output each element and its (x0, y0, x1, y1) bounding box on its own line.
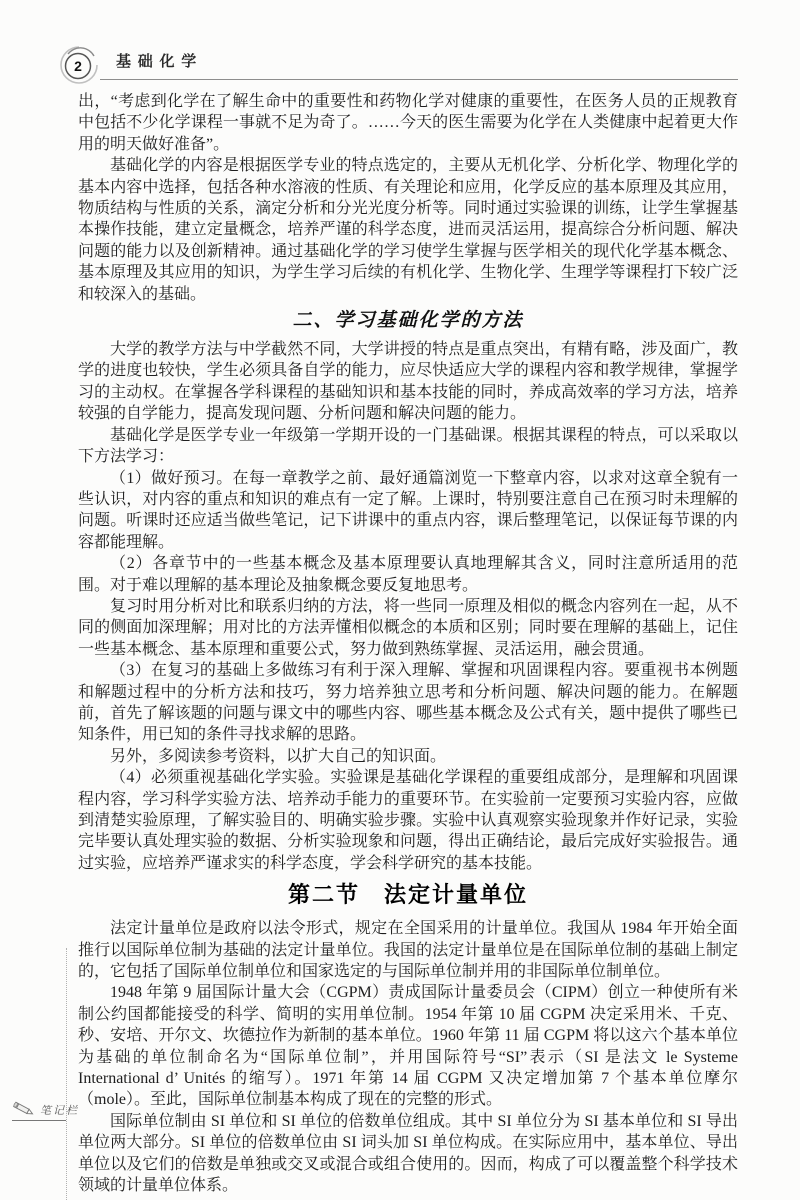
pencil-icon (12, 1098, 40, 1122)
paragraph: （1）做好预习。在每一章教学之前、最好通篇浏览一下整章内容，以求对这章全貌有一些认识，对内容的重点和知识的难点有一定了解。上课时，特别要注意自己在预习时未理解的问题。听课时还应适当做些笔记，记下讲课中的重点内容，课后整理笔记，以保证每节课的内容都能理解。 (78, 469, 738, 551)
paragraph: （2）各章节中的一些基本概念及基本原理要认真地理解其含义，同时注意所适用的范围。对于难以理解的基本理论及抽象概念要反复地思考。 (78, 555, 738, 594)
margin-note (12, 1098, 79, 1121)
margin-note-label: 笔记栏 (40, 1105, 79, 1117)
page-header (56, 42, 738, 88)
paragraph: 法定计量单位是政府以法令形式，规定在全国采用的计量单位。我国从 1984 年开始全面推行以国际单位制为基础的法定计量单位。我国的法定计量单位是在国际单位制的基础上制定的，它包括了国际单位制单位和国家选定的与国际单位制并用的非国际单位制单位。 (78, 920, 738, 981)
paragraph: 基础化学是医学专业一年级第一学期开设的一门基础课。根据其课程的特点，可以采取以下方法学习： (78, 426, 738, 466)
main-text-column (78, 91, 738, 1197)
badge-swirl-icon (56, 42, 102, 88)
paragraph: （4）必须重视基础化学实验。实验课是基础化学课程的重要组成部分，是理解和巩固课程内容，学习科学实验方法、培养动手能力的重要环节。在实验前一定要预习实验内容，应做到清楚实验原理，了解实验目的、明确实验步骤。实验中认真观察实验现象并作好记录，实验完毕要认真处理实验的数据、分析实验现象和问题，得出正确结论，最后完成好实验报告。通过实验，应培养严谨求实的科学态度，学会科学研究的基本技能。 (78, 769, 738, 872)
paragraph: 国际单位制由 SI 单位和 SI 单位的倍数单位组成。其中 SI 单位分为 SI 基本单位和 SI 导出单位两大部分。SI 单位的倍数单位由 SI 词头加 SI 单位构成。在实际应用中，基本单位、导出单位以及它们的倍数是单独或交叉或混合或组合使用的。因而，构成了可以覆盖整个科学技术领域的计量单位体系。 (78, 1112, 738, 1195)
paragraph: 1948 年第 9 届国际计量大会（CGPM）责成国际计量委员会（CIPM）创立一种使所有米制公约国都能接受的科学、简明的实用单位制。1954 年第 10 届 CGPM 决定采用米、千克、秒、安培、开尔文、坎德拉作为新制的基本单位。1960 年第 11 届 CGPM 将以这六个基本单位为基础的单位制命名为“国际单位制”，并用国际符号“SI”表示（SI 是法文 le Systeme International d’ Unités 的缩写）。1971 年第 14 届 CGPM 又决定增加第 7 个基本单位摩尔（mole）。至此，国际单位制基本构成了现在的完整的形式。 (78, 984, 738, 1109)
margin-dotted-line (66, 948, 67, 1200)
subsection-heading-study-methods: 二、学习基础化学的方法 (292, 310, 524, 332)
page-number-badge (56, 42, 102, 88)
paragraph: 基础化学的内容是根据医学专业的特点选定的，主要从无机化学、分析化学、物理化学的基本内容中选择，包括各种水溶液的性质、有关理论和应用，化学反应的基本原理及其应用，物质结构与性质的关系，滴定分析和分光光度分析等。同时通过实验课的训练，让学生掌握基本操作技能，建立定量概念，培养严谨的科学态度，进而灵活运用，提高综合分析问题、解决问题的能力以及创新精神。通过基础化学的学习使学生掌握与医学相关的现代化学基本概念、基本原理及其应用的知识，为学生学习后续的有机化学、生物化学、生理学等课程打下较广泛和较深入的基础。 (78, 157, 738, 303)
paragraph: 另外，多阅读参考资料，以扩大自己的知识面。 (110, 747, 447, 765)
page-number: 2 (74, 58, 82, 74)
paragraph: （3）在复习的基础上多做练习有利于深入理解、掌握和巩固课程内容。要重视书本例题和解题过程中的分析方法和技巧，努力培养独立思考和分析问题、解决问题的能力。在解题前，首先了解该题的问题与课文中的哪些内容、哪些基本概念及公式有关，题中提供了哪些已知条件，用已知的条件寻找求解的思路。 (78, 662, 738, 744)
header-rule (100, 79, 738, 80)
paragraph: 出，“考虑到化学在了解生命中的重要性和药物化学对健康的重要性，在医务人员的正规教育中包括不少化学课程一事就不足为奇了。……今天的医生需要为化学在人类健康中起着更大作用的明天做好准备”。 (78, 93, 738, 153)
paragraph: 复习时用分析对比和联系归纳的方法，将一些同一原理及相似的概念内容列在一起，从不同的侧面加深理解；用对比的方法弄懂相似概念的本质和区别；同时要在理解的基础上，记住一些基本概念、基本原理和重要公式，努力做到熟练掌握、灵活运用，融会贯通。 (78, 597, 738, 658)
book-title: 基础化学 (116, 52, 204, 70)
paragraph: 大学的教学方法与中学截然不同，大学讲授的特点是重点突出，有精有略，涉及面广，教学的进度也较快，学生必须具备自学的能力，应尽快适应大学的课程内容和教学规律，掌握学习的主动权。在掌握各学科课程的基础知识和基本技能的同时，养成高效率的学习方法，培养较强的自学能力，提高发现问题、分析问题和解决问题的能力。 (78, 341, 738, 423)
section-heading-legal-units: 第二节 法定计量单位 (287, 882, 528, 908)
